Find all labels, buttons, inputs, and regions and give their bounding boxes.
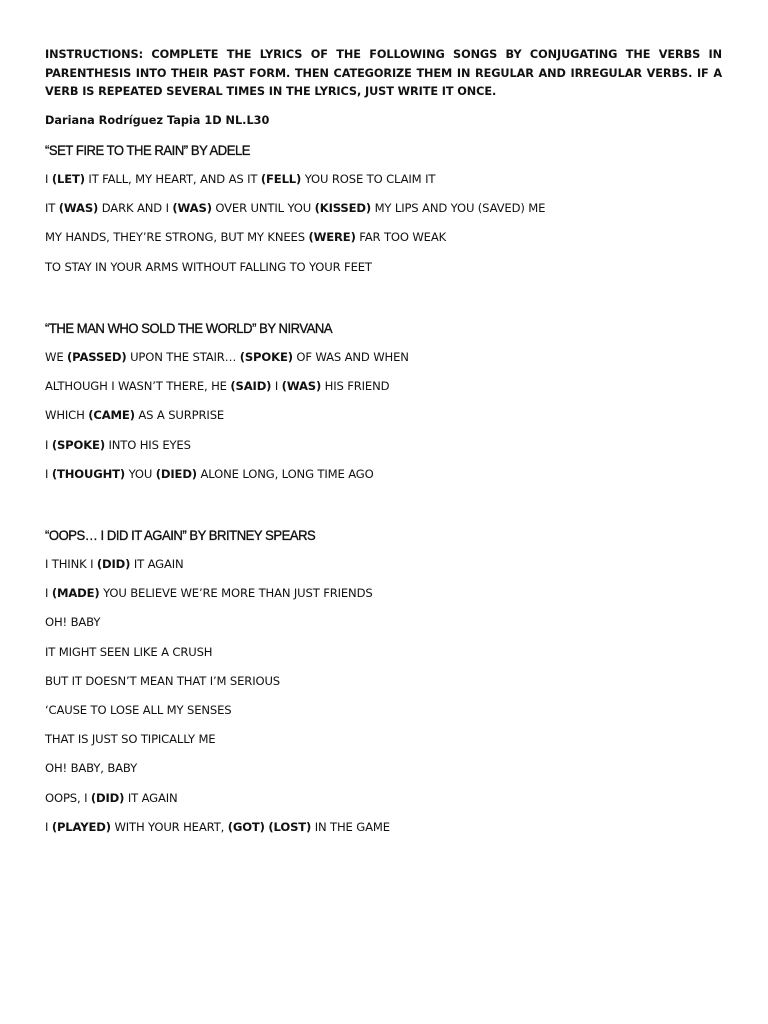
lyric-line [45,438,191,452]
verb-past-form: (CAME) [88,408,135,423]
verb-past-form: (SAID) [230,379,272,394]
verb-past-form: (DID) [96,557,131,571]
lyric-text: ‘CAUSE TO LOSE ALL MY SENSES [45,703,232,717]
lyric-line [45,645,212,659]
verb-past-form: (SPOKE) [51,437,105,452]
lyric-text: WE [45,350,68,364]
lyric-text: BUT IT DOESN’T MEAN THAT I’M SERIOUS [45,673,280,688]
author-line: Dariana Rodríguez Tapia 1D NL.L30 [45,114,270,127]
lyric-text: HIS FRIEND [321,379,390,394]
lyric-line [45,703,232,717]
verb-past-form: (THOUGHT) [51,466,126,481]
verb-past-form: (PLAYED) [51,819,111,834]
lyric-text: YOU [125,466,156,481]
lyric-text: IT MIGHT SEEN LIKE A CRUSH [45,644,213,659]
verb-past-form: (WAS) [58,201,99,216]
verb-past-form: (SPOKE) [239,350,293,364]
song-title: “SET FIRE TO THE RAIN” BY ADELE [45,143,251,159]
verb-past-form: (LOST) [268,819,312,834]
lyric-line [45,820,390,834]
lyric-text: I [45,819,52,834]
lyric-text: I [45,437,52,452]
verb-past-form: (GOT) [227,819,265,834]
lyric-line [45,408,224,422]
verb-past-form: (FELL) [260,172,302,186]
lyric-text: I [45,172,52,186]
lyric-text: OOPS, I [45,790,91,805]
lyric-text: OH! BABY [45,615,101,630]
lyric-line [45,615,100,629]
lyric-text: FAR TOO WEAK [355,230,447,245]
lyric-line [45,467,374,481]
verb-past-form: (PASSED) [67,350,127,364]
document-page [45,46,722,834]
instructions-paragraph: INSTRUCTIONS: COMPLETE THE LYRICS OF THE FOLLOWING SONGS BY CONJUGATING THE VERBS IN PARENTHESIS INTO THEIR PAST FORM. THEN CATEGORIZE THEM IN REGULAR AND IRREGULAR VERBS. IF A VERB IS REPEATED SEVERAL TIMES IN THE LYRICS, JUST WRITE IT ONCE. [45,48,722,98]
lyric-text: YOU BELIEVE WE’RE MORE THAN JUST FRIENDS [99,586,373,601]
lyric-text: DARK AND I [98,201,173,216]
verb-past-form: (MADE) [51,586,100,601]
lyric-text: MY LIPS AND YOU (SAVED) ME [371,201,546,216]
lyric-text: ALONE LONG, LONG TIME AGO [196,466,374,481]
lyric-text: IT [45,201,59,216]
lyric-text: MY HANDS, THEY’RE STRONG, BUT MY KNEES [45,230,309,245]
lyric-text: IT AGAIN [130,557,184,571]
lyric-text: I [45,466,52,481]
verb-past-form: (WAS) [172,201,212,216]
lyric-text: THAT IS JUST SO TIPICALLY ME [45,732,216,747]
verb-past-form: (KISSED) [314,201,372,216]
lyric-text: INTO HIS EYES [104,437,191,452]
lyric-text: UPON THE STAIR… [126,350,240,364]
lyric-line [45,201,545,215]
lyric-text: TO STAY IN YOUR ARMS WITHOUT FALLING TO YOUR FEET [45,259,372,274]
lyric-line [45,230,446,244]
lyric-text: OVER UNTIL YOU [211,201,315,216]
song-title: “THE MAN WHO SOLD THE WORLD” BY NIRVANA [45,321,333,337]
lyric-line [45,761,137,775]
lyric-line [45,350,409,364]
lyric-line [45,674,280,688]
lyric-text: AS A SURPRISE [134,408,225,423]
lyric-line [45,791,178,805]
lyric-line [45,379,389,393]
lyric-line [45,172,435,186]
lyric-text: ALTHOUGH I WASN’T THERE, HE [45,379,231,394]
lyric-text: IT AGAIN [124,790,178,805]
verb-past-form: (LET) [51,172,85,186]
lyric-line [45,557,184,571]
lyric-text: WITH YOUR HEART, [110,819,228,834]
lyric-line [45,732,215,746]
lyric-text: YOU ROSE TO CLAIM IT [301,172,436,186]
lyric-line [45,260,372,274]
song-title: “OOPS… I DID IT AGAIN” BY BRITNEY SPEARS [45,528,316,544]
lyric-text: IN THE GAME [311,819,390,834]
lyric-text: I [45,586,52,601]
verb-past-form: (WAS) [281,379,322,394]
lyric-text: I [271,379,282,394]
lyric-text: IT FALL, MY HEART, AND AS IT [84,172,261,186]
verb-past-form: (DID) [90,790,125,805]
verb-past-form: (DIED) [155,466,197,481]
lyric-text: OH! BABY, BABY [45,761,138,776]
verb-past-form: (WERE) [308,230,356,245]
lyric-text: OF WAS AND WHEN [292,350,409,364]
lyric-line [45,586,373,600]
lyric-text: I THINK I [45,557,97,571]
lyric-text: WHICH [45,408,89,423]
